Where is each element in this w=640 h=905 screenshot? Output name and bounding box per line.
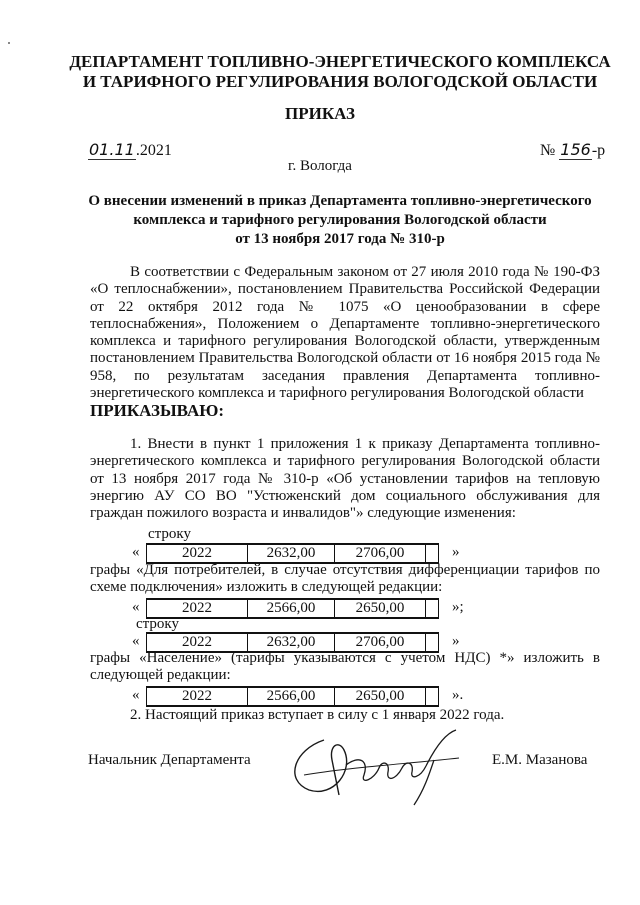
table-row [90, 544, 600, 562]
quote-open: « [132, 599, 140, 615]
cell-empty [426, 600, 438, 617]
order-title: ПРИКАЗ [285, 104, 355, 123]
date-suffix: .2021 [135, 142, 172, 159]
cell-value-2: 2650,00 [335, 600, 426, 617]
subject-line-3: от 13 ноября 2017 года № 310-р [235, 231, 445, 247]
quote-close: » [452, 633, 460, 649]
city: г. Вологда [288, 158, 352, 174]
tariff-cells [146, 598, 439, 619]
quote-close: ». [452, 687, 464, 703]
cell-year: 2022 [147, 545, 248, 562]
cell-value-1: 2632,00 [248, 634, 335, 651]
table-row [90, 599, 600, 617]
header-line-1: ДЕПАРТАМЕНТ ТОПЛИВНО-ЭНЕРГЕТИЧЕСКОГО КОМПЛЕКСА [69, 52, 611, 71]
decree-word: ПРИКАЗЫВАЮ: [90, 401, 225, 421]
cell-empty [426, 634, 438, 651]
signatory-name: Е.М. Мазанова [492, 752, 588, 768]
handwritten-signature [284, 720, 474, 810]
quote-open: « [132, 544, 140, 560]
label-row-2: строку [136, 616, 179, 632]
number-suffix: -р [591, 142, 606, 159]
tariff-cells [146, 543, 439, 564]
order-number [540, 140, 605, 160]
header-line-2: И ТАРИФНОГО РЕГУЛИРОВАНИЯ ВОЛОГОДСКОЙ ОБЛАСТИ [82, 72, 598, 91]
date-handwritten: 01.11 [89, 140, 135, 159]
quote-open: « [132, 633, 140, 649]
item-1-paragraph: 1. Внести в пункт 1 приложения 1 к приказу Департамента топливно-энергетического комплекса и тарифного регулирования Вологодской области от 13 ноября 2017 года № 310-р «Об установлении тарифов на тепловую энергию АУ СО ВО "Устюженский дом социального обслуживания для граждан пожилого возраста и инвалидов"» следующие изменения: [90, 436, 600, 522]
table-row [90, 687, 600, 705]
quote-close: » [452, 544, 460, 560]
cell-year: 2022 [147, 688, 248, 705]
department-header [40, 52, 640, 92]
order-date [88, 140, 172, 160]
cell-empty [426, 688, 438, 705]
tariff-cells [146, 686, 439, 707]
table-row [90, 633, 600, 651]
item-2-paragraph: 2. Настоящий приказ вступает в силу с 1 января 2022 года. [130, 707, 505, 723]
subject-line-2: комплекса и тарифного регулирования Вологодской области [133, 212, 547, 228]
cell-value-2: 2706,00 [335, 634, 426, 651]
label-graph-1: графы «Для потребителей, в случае отсутствия дифференциации тарифов по схеме подключения» изложить в следующей редакции: [90, 562, 600, 595]
subject-line-1: О внесении изменений в приказ Департамента топливно-энергетического [88, 193, 592, 209]
label-row-1: строку [148, 526, 191, 542]
cell-value-2: 2706,00 [335, 545, 426, 562]
quote-close: »; [452, 599, 464, 615]
preamble-text: В соответствии с Федеральным законом от 27 июля 2010 года № 190-ФЗ «О теплоснабжении», постановлением Правительства Российской Федерации от 22 октября 2012 года № 1075 «О ценообразовании в сфере теплоснабжения», Положением о Департаменте топливно-энергетического комплекса и тарифного регулирования Вологодской области, утвержденным постановлением Правительства Вологодской области от 16 ноября 2015 года № 958, по результатам заседания правления Департамента топливно-энергетического комплекса и тарифного регулирования Вологодской области [90, 264, 600, 402]
cell-value-1: 2566,00 [248, 688, 335, 705]
cell-value-2: 2650,00 [335, 688, 426, 705]
cell-year: 2022 [147, 600, 248, 617]
cell-empty [426, 545, 438, 562]
order-subject [60, 192, 620, 249]
preamble-paragraph [90, 264, 600, 420]
signatory-position: Начальник Департамента [88, 752, 251, 768]
number-handwritten: 156 [560, 140, 591, 159]
cell-value-1: 2566,00 [248, 600, 335, 617]
cell-value-1: 2632,00 [248, 545, 335, 562]
scan-speck [8, 42, 10, 44]
label-graph-2: графы «Население» (тарифы указываются с учетом НДС) *» изложить в следующей редакции: [90, 650, 600, 683]
number-prefix: № [540, 142, 556, 159]
cell-year: 2022 [147, 634, 248, 651]
quote-open: « [132, 687, 140, 703]
